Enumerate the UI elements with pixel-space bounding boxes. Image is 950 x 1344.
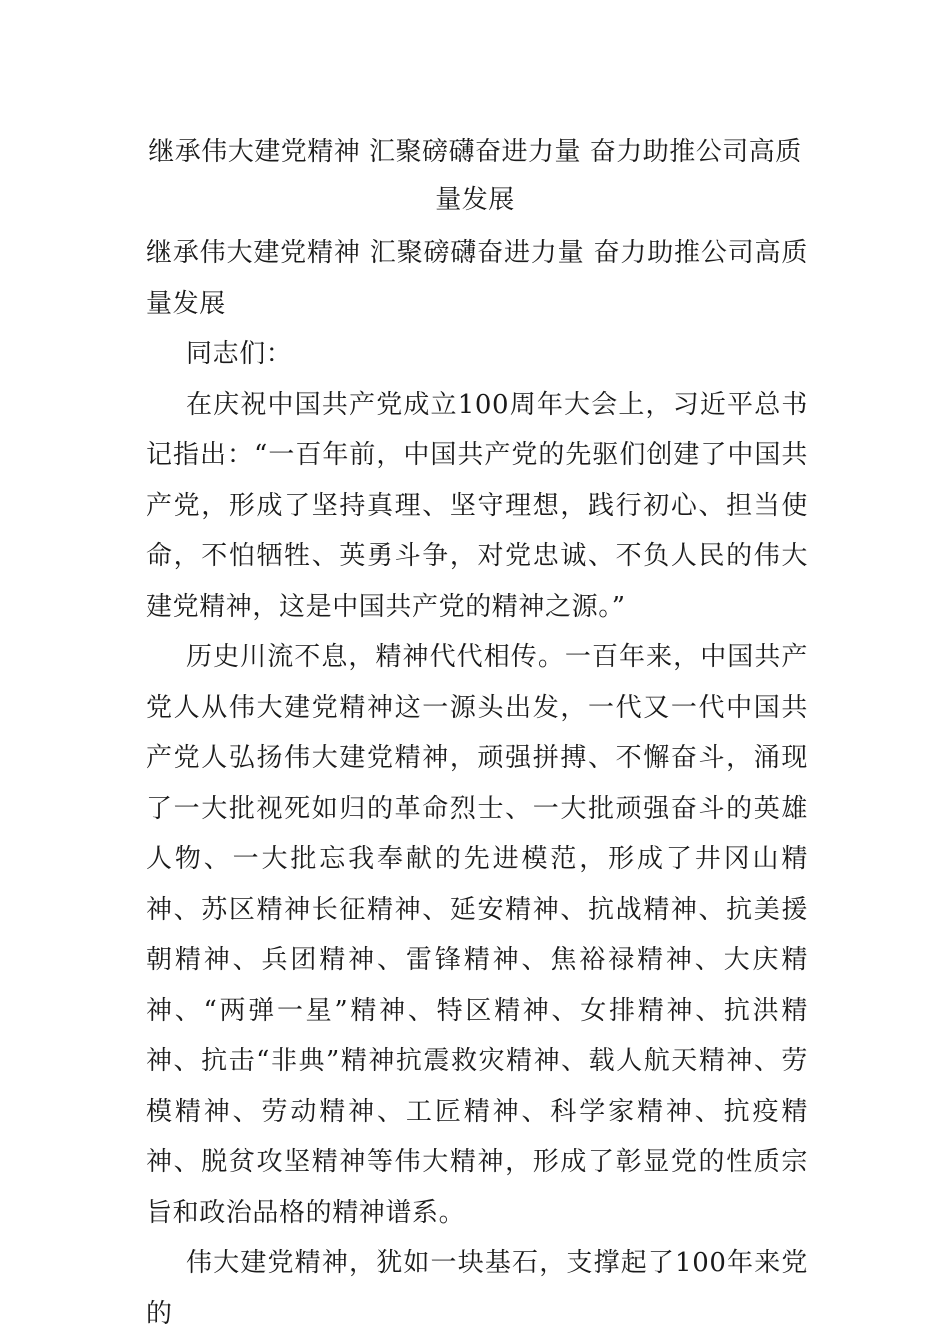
document-subtitle: 继承伟大建党精神 汇聚磅礴奋进力量 奋力助推公司高质量发展 [146, 238, 808, 319]
salutation: 同志们： [186, 339, 293, 369]
document-title: 继承伟大建党精神 汇聚磅礴奋进力量 奋力助推公司高质量发展 [148, 137, 802, 215]
document-body [146, 228, 808, 1339]
paragraph-3: 伟大建党精神，犹如一块基石，支撑起了100年来党的 [146, 1248, 808, 1329]
paragraph-2: 历史川流不息，精神代代相传。一百年来，中国共产党人从伟大建党精神这一源头出发，一代又一代中国共产党人弘扬伟大建党精神，顽强拼搏、不懈奋斗，涌现了一大批视死如归的革命烈士、一大批顽强奋斗的英雄人物、一大批忘我奉献的先进模范，形成了井冈山精神、苏区精神长征精神、延安精神、抗战精神、抗美援朝精神、兵团精神、雷锋精神、焦裕禄精神、大庆精神、“两弹一星”精神、特区精神、女排精神、抗洪精神、抗击“非典”精神抗震救灾精神、载人航天精神、劳模精神、劳动精神、工匠精神、科学家精神、抗疫精神、脱贫攻坚精神等伟大精神，形成了彰显党的性质宗旨和政治品格的精神谱系。 [146, 642, 808, 1228]
paragraph-1: 在庆祝中国共产党成立100周年大会上，习近平总书记指出：“一百年前，中国共产党的先驱们创建了中国共产党，形成了坚持真理、坚守理想，践行初心、担当使命，不怕牺牲、英勇斗争，对党忠诚、不负人民的伟大建党精神，这是中国共产党的精神之源。” [146, 389, 808, 622]
